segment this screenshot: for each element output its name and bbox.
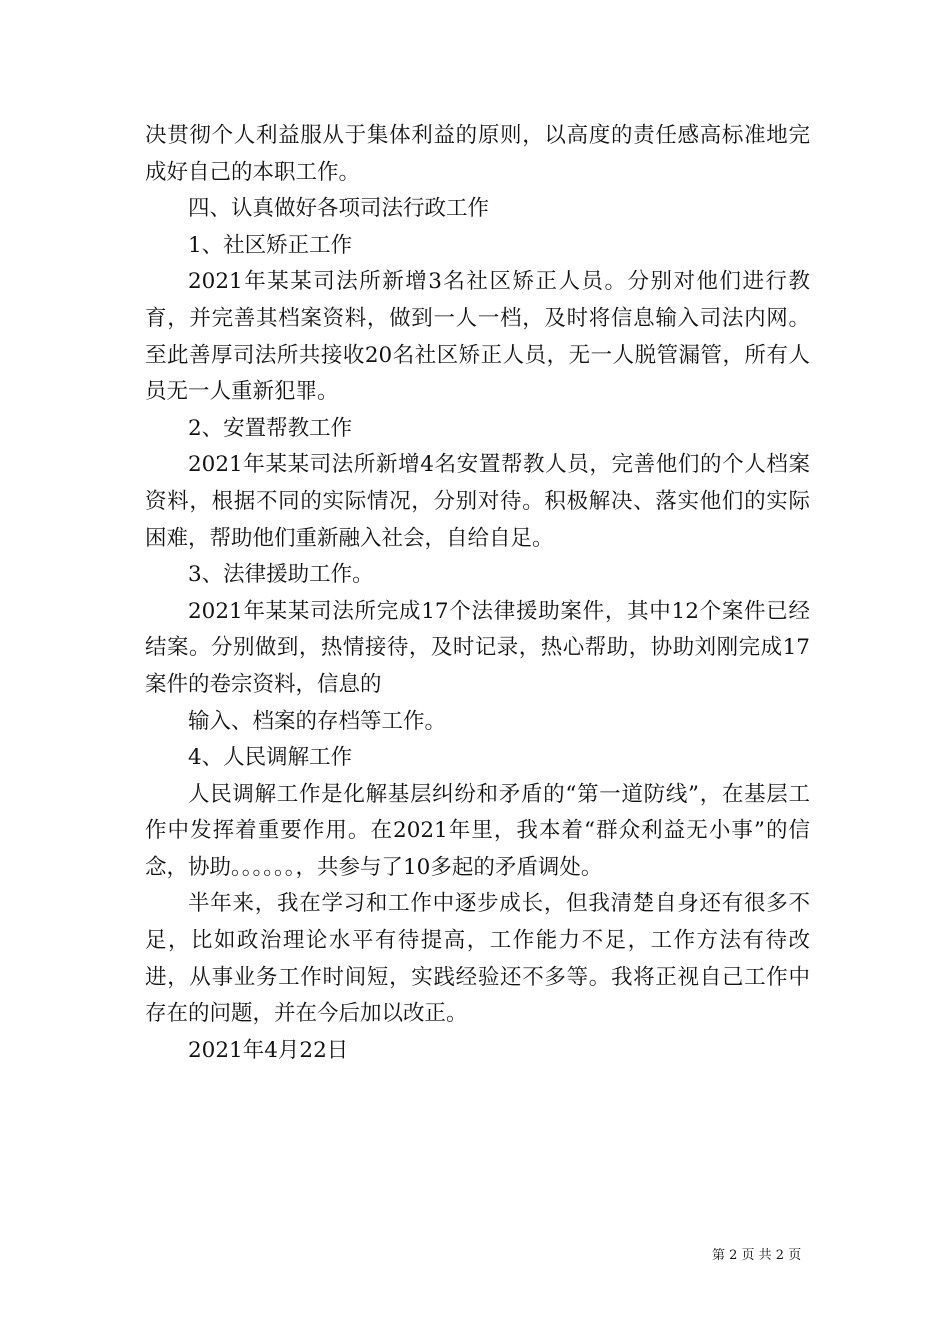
paragraph: 半年来，我在学习和工作中逐步成长，但我清楚自身还有很多不足，比如政治理论水平有待提高，工作能力不足，工作方法有待改进，从事业务工作时间短，实践经验还不多等。我将正视自己工作中存在的问题，并在今后加以改正。 xyxy=(145,891,810,1027)
paragraph: 人民调解工作是化解基层纠纷和矛盾的“第一道防线”，在基层工作中发挥着重要作用。在2021年里，我本着“群众利益无小事”的信念，协助。。。。。。，共参与了10多起的矛盾调处。 xyxy=(145,781,810,880)
paragraph: 四、认真做好各项司法行政工作 xyxy=(188,196,490,222)
paragraph: 2、安置帮教工作 xyxy=(188,415,353,441)
paragraph: 2021年某某司法所新增4名安置帮教人员，完善他们的个人档案资料，根据不同的实际情况，分别对待。积极解决、落实他们的实际困难，帮助他们重新融入社会，自给自足。 xyxy=(145,452,810,551)
paragraph: 1、社区矫正工作 xyxy=(188,232,353,258)
paragraph: 2021年4月22日 xyxy=(188,1037,349,1063)
paragraph: 输入、档案的存档等工作。 xyxy=(188,708,447,734)
paragraph: 3、法律援助工作。 xyxy=(188,562,374,588)
paragraph: 2021年某某司法所完成17个法律援助案件，其中12个案件已经结案。分别做到，热情接待，及时记录，热心帮助，协助刘刚完成17案件的卷宗资料，信息的 xyxy=(145,598,810,697)
document-body xyxy=(145,118,810,1069)
paragraph: 决贯彻个人利益服从于集体利益的原则，以高度的责任感高标准地完成好自己的本职工作。 xyxy=(145,123,810,185)
paragraph: 2021年某某司法所新增3名社区矫正人员。分别对他们进行教育，并完善其档案资料，做到一人一档，及时将信息输入司法内网。至此善厚司法所共接收20名社区矫正人员，无一人脱管漏管，所有人员无一人重新犯罪。 xyxy=(145,269,810,405)
paragraph: 4、人民调解工作 xyxy=(188,745,353,771)
page-number-footer: 第 2 页 共 2 页 xyxy=(712,1248,802,1263)
